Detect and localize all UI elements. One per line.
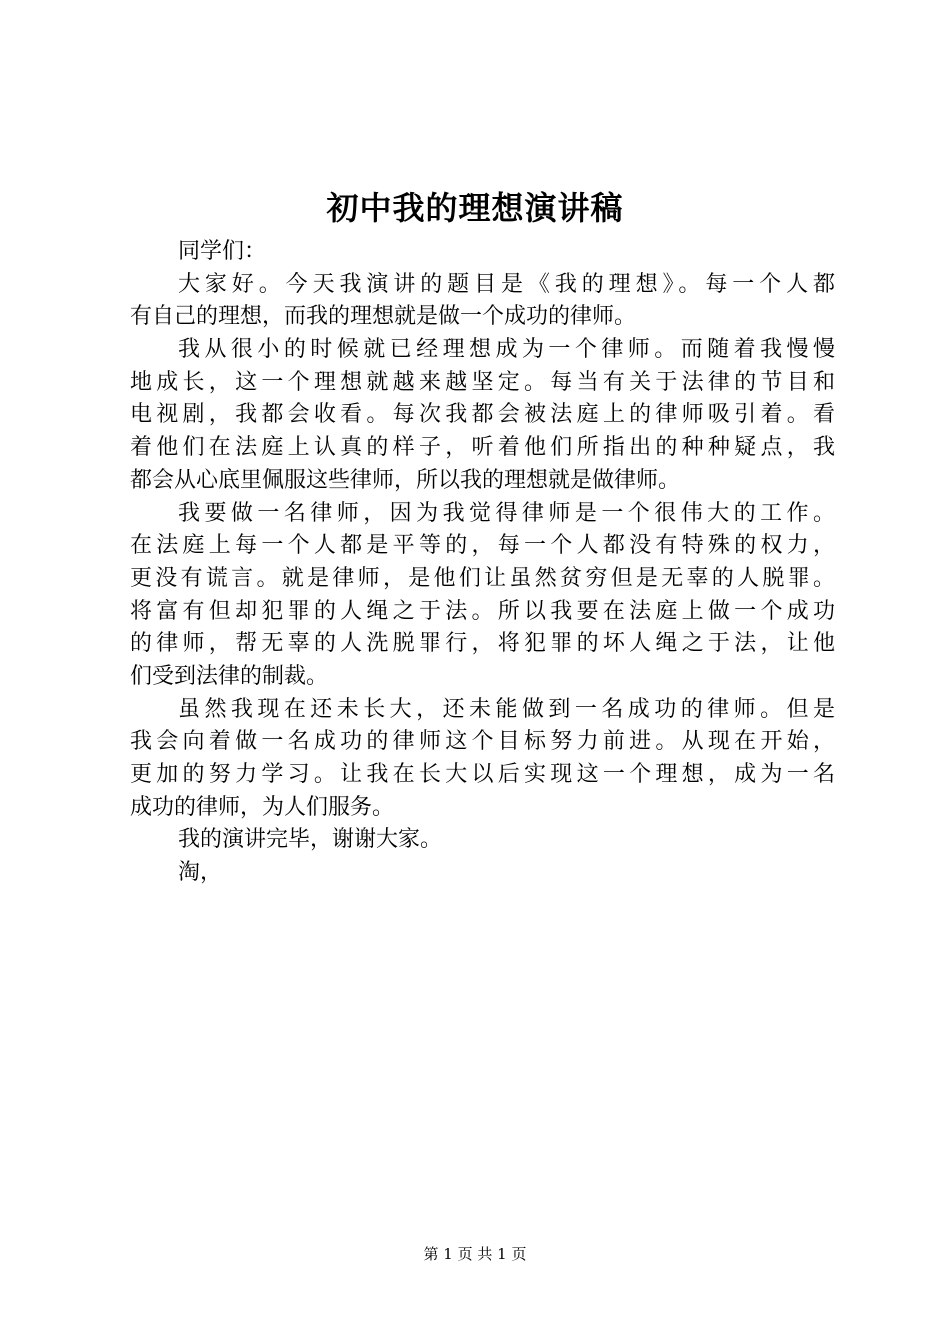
text-line: 虽然我现在还未长大，还未能做到一名成功的律师。但是 [178, 696, 835, 722]
text-line: 淘， [178, 860, 223, 886]
text-line: 我要做一名律师，因为我觉得律师是一个很伟大的工作。 [178, 500, 835, 526]
text-line: 大家好。今天我演讲的题目是《我的理想》。每一个人都 [178, 271, 835, 297]
text-line: 更没有谎言。就是律师，是他们让虽然贫穷但是无辜的人脱罪。 [130, 565, 835, 591]
text-line: 电视剧，我都会收看。每次我都会被法庭上的律师吸引着。看 [130, 402, 835, 428]
text-line: 我会向着做一名成功的律师这个目标努力前进。从现在开始， [130, 729, 835, 755]
text-line: 同学们： [178, 239, 267, 264]
text-line: 在法庭上每一个人都是平等的，每一个人都没有特殊的权力， [130, 533, 835, 559]
text-line: 将富有但却犯罪的人绳之于法。所以我要在法庭上做一个成功 [130, 598, 835, 624]
text-line: 地成长，这一个理想就越来越坚定。每当有关于法律的节目和 [130, 369, 835, 395]
text-line: 着他们在法庭上认真的样子，听着他们所指出的种种疑点，我 [130, 435, 835, 461]
text-line: 我的演讲完毕，谢谢大家。 [178, 827, 443, 853]
page-footer: 第 1 页 共 1 页 [423, 1245, 527, 1263]
text-line: 更加的努力学习。让我在长大以后实现这一个理想，成为一名 [130, 762, 835, 787]
text-line: 都会从心底里佩服这些律师，所以我的理想就是做律师。 [130, 467, 681, 493]
speech-body [130, 236, 835, 890]
text-line: 们受到法律的制裁。 [130, 663, 329, 689]
text-line: 的律师，帮无辜的人洗脱罪行，将犯罪的坏人绳之于法，让他 [130, 631, 835, 657]
text-line: 成功的律师，为人们服务。 [130, 794, 395, 820]
page-title: 初中我的理想演讲稿 [326, 189, 624, 227]
text-line: 有自己的理想，而我的理想就是做一个成功的律师。 [130, 304, 637, 330]
text-line: 我从很小的时候就已经理想成为一个律师。而随着我慢慢 [178, 337, 835, 363]
